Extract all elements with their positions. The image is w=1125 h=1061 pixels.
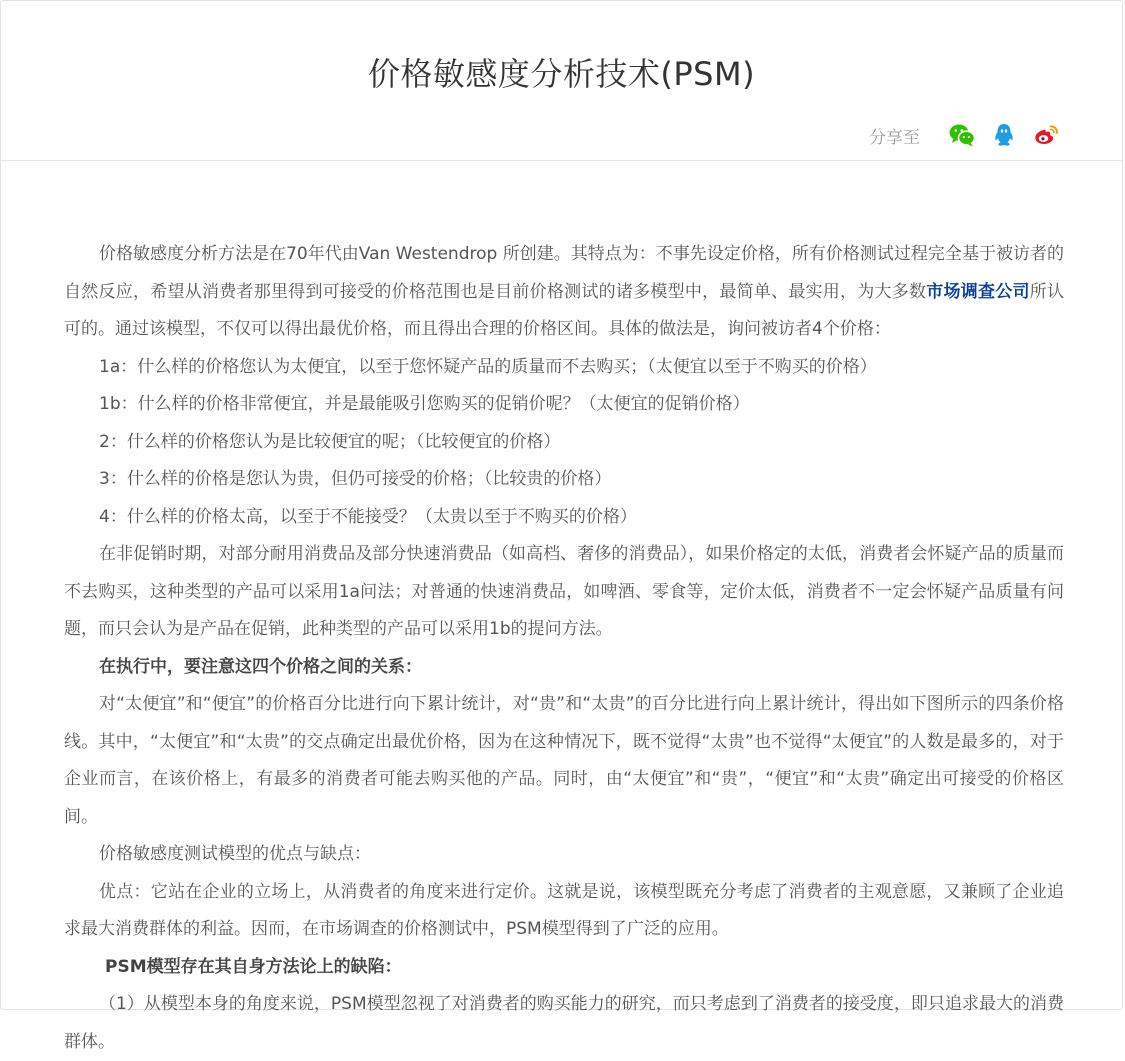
question-1a: 1a：什么样的价格您认为太便宜，以至于您怀疑产品的质量而不去购买；（太便宜以至于不购买的价格） xyxy=(99,356,877,377)
cons-paragraph-1: （1）从模型本身的角度来说，PSM模型忽视了对消费者的购买能力的研究，而只考虑到了消费者的接受度，即只追求最大的消费群体。 xyxy=(64,994,1064,1052)
promo-paragraph: 在非促销时期，对部分耐用消费品及部分快速消费品（如高档、奢侈的消费品），如果价格定的太低，消费者会怀疑产品的质量而不去购买，这种类型的产品可以采用1a问法；对普通的快速消费品，如啤酒、零食等，定价太低，消费者不一定会怀疑产品质量有问题，而只会认为是产品在促销，此种类型的产品可以采用1b的提问方法。 xyxy=(64,544,1064,639)
question-4: 4：什么样的价格太高，以至于不能接受？（太贵以至于不购买的价格） xyxy=(99,506,637,527)
pros-paragraph: 优点：它站在企业的立场上，从消费者的角度来进行定价。这就是说，该模型既充分考虑了消费者的主观意愿，又兼顾了企业追求最大消费群体的利益。因而，在市场调查的价格测试中，PSM模型得到了广泛的应用。 xyxy=(64,881,1064,939)
intro-text: 价格敏感度分析方法是在70年代由Van Westendrop 所创建。其特点为：不事先设定价格，所有价格测试过程完全基于被访者的自然反应，希望从消费者那里得到可接受的价格范围也是目前价格测试的诸多模型中，最简单、最实用，为大多数 xyxy=(64,244,1064,302)
article-header xyxy=(1,1,1122,161)
pros-cons-heading: 价格敏感度测试模型的优点与缺点： xyxy=(99,844,371,864)
page-title: 价格敏感度分析技术(PSM) xyxy=(367,55,756,93)
intro-text-end: 所认可的。通过该模型，不仅可以得出最优价格，而且得出合理的价格区间。具体的做法是，询问被访者4个价格： xyxy=(64,281,1065,339)
weibo-icon[interactable] xyxy=(1032,121,1060,149)
article-body xyxy=(64,236,1064,1061)
wechat-icon[interactable] xyxy=(948,121,976,149)
intro-paragraph xyxy=(64,236,1064,349)
cons-heading: PSM模型存在其自身方法论上的缺陷： xyxy=(105,956,402,977)
question-2: 2：什么样的价格您认为是比较便宜的呢；（比较便宜的价格） xyxy=(99,431,561,452)
question-1b: 1b：什么样的价格非常便宜，并是最能吸引您购买的促销价呢？（太便宜的促销价格） xyxy=(99,394,750,414)
share-label: 分享至 xyxy=(869,127,920,148)
relation-heading: 在执行中，要注意这四个价格之间的关系： xyxy=(99,656,422,677)
market-research-link[interactable]: 市场调查公司 xyxy=(926,281,1030,302)
qq-icon[interactable] xyxy=(990,121,1018,149)
question-3: 3：什么样的价格是您认为贵，但仍可接受的价格；（比较贵的价格） xyxy=(99,469,612,489)
share-bar xyxy=(869,120,1060,150)
stats-paragraph: 对“太便宜”和“便宜”的价格百分比进行向下累计统计，对“贵”和“太贵”的百分比进行向上累计统计，得出如下图所示的四条价格线。其中，“太便宜”和“太贵”的交点确定出最优价格，因为在这种情况下，既不觉得“太贵”也不觉得“太便宜”的人数是最多的，对于企业而言，在该价格上，有最多的消费者可能去购买他的产品。同时，由“太便宜”和“贵”，“便宜”和“太贵”确定出可接受的价格区间。 xyxy=(64,694,1064,827)
